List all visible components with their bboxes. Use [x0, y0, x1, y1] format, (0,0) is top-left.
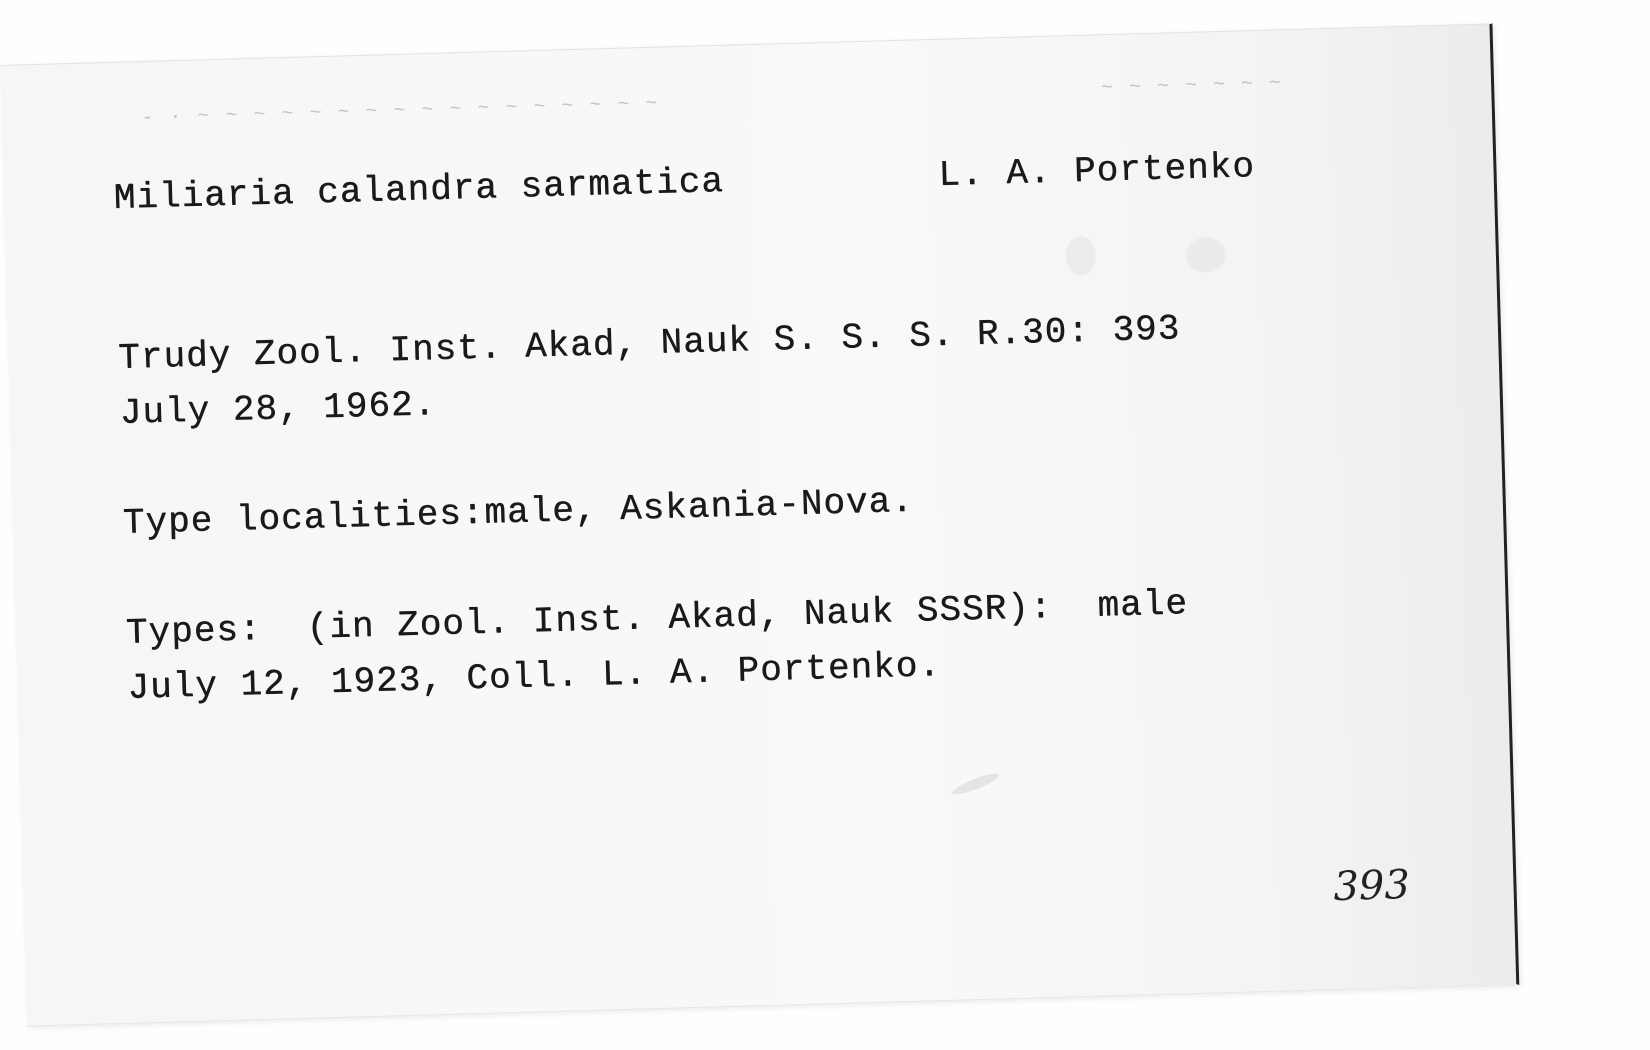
citation-date: July 28, 1962. [119, 383, 437, 434]
types-line-2: July 12, 1923, Coll. L. A. Portenko. [126, 644, 942, 709]
show-through-text-right: ~ ~ ~ ~ ~ ~ ~ [1100, 72, 1284, 101]
scan-smudge [950, 770, 1000, 798]
species-name: Miliaria calandra sarmatica [113, 160, 725, 219]
author-name: L. A. Portenko [937, 146, 1256, 196]
show-through-text: - · ~ ~ ~ ~ ~ ~ ~ ~ ~ ~ ~ ~ ~ ~ ~ ~ ~ [141, 92, 660, 131]
scan-smudge-2 [1065, 235, 1096, 276]
type-localities: Type localities:male, Askania-Nova. [122, 480, 915, 544]
index-card [0, 23, 1519, 1026]
handwritten-page-number: 393 [1332, 861, 1411, 911]
citation-line-1: Trudy Zool. Inst. Akad, Nauk S. S. S. R.30: 393 [117, 308, 1181, 379]
types-line-1: Types: (in Zool. Inst. Akad, Nauk SSSR): male [125, 583, 1189, 654]
scan-smudge-3 [1185, 237, 1226, 273]
